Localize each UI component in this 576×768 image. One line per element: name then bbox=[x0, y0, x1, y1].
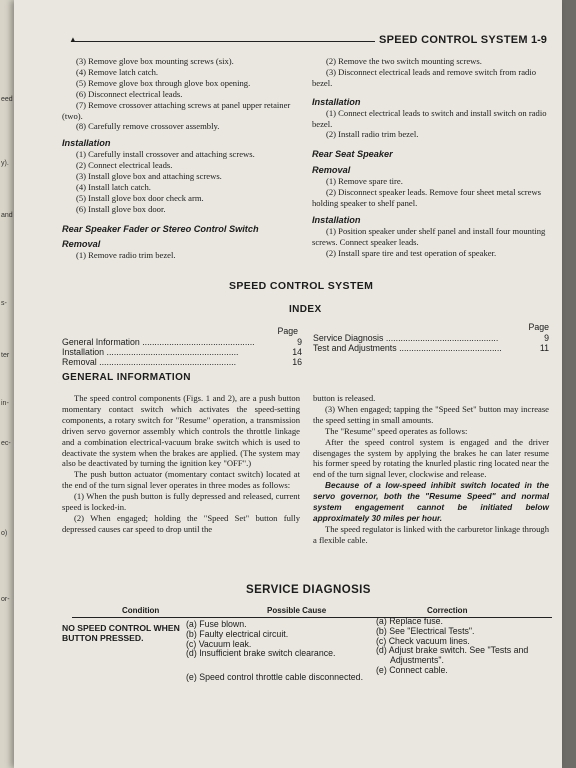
index-entry-label: General Information bbox=[62, 337, 140, 347]
cause-item: (e) Speed control throttle cable disconnected. bbox=[186, 672, 364, 683]
index-entry-page: 16 bbox=[292, 357, 302, 367]
removal-heading: Removal bbox=[312, 165, 351, 176]
list-item: (5) Remove glove box through glove box opening. bbox=[76, 77, 251, 88]
rear-seat-speaker-heading: Rear Seat Speaker bbox=[312, 149, 393, 160]
index-entry-page: 9 bbox=[297, 337, 302, 347]
index-entry-page: 9 bbox=[544, 333, 549, 343]
column-header-correction: Correction bbox=[427, 606, 468, 615]
paragraph-emphasis: Because of a low-speed inhibit switch located in the servo governor, both the "Resume Speed" and normal system engagement cannot be initiated below approximately 30 miles per hour. bbox=[313, 480, 549, 523]
cause-item: (a) Fuse blown. bbox=[186, 619, 247, 629]
index-entry[interactable] bbox=[313, 343, 549, 353]
leader-dots: ...................................................... bbox=[104, 347, 239, 357]
list-item: (4) Install latch catch. bbox=[76, 181, 151, 192]
list-item: (1) Carefully install crossover and attaching screws. bbox=[76, 149, 255, 160]
general-information-left bbox=[62, 393, 300, 535]
list-item: (2) Remove the two switch mounting screws. bbox=[326, 56, 482, 66]
general-information-heading: GENERAL INFORMATION bbox=[62, 372, 191, 383]
removal-heading: Removal bbox=[62, 238, 101, 249]
page-label: Page bbox=[528, 322, 549, 332]
cause-item: (b) Faulty electrical circuit. bbox=[186, 628, 289, 639]
index-entry[interactable] bbox=[313, 333, 549, 343]
paragraph: The "Resume" speed operates as follows: bbox=[325, 425, 468, 436]
leader-dots: .............................................. bbox=[139, 337, 255, 347]
index-entry-label: Installation bbox=[62, 347, 105, 357]
list-item: (2) Disconnect speaker leads. Remove four sheet metal screws holding speaker to shelf panel. bbox=[312, 187, 542, 208]
paragraph: button is released. bbox=[313, 393, 376, 403]
paragraph: After the speed control system is engaged and the driver disengages the system by applying the brakes he can later resume his former speed by rotating the knurled plastic ring located near the end of the turn signal lever, clockwise and release. bbox=[313, 436, 549, 480]
left-column-top bbox=[62, 56, 304, 260]
index-entry[interactable] bbox=[62, 337, 302, 347]
index-entry-page: 11 bbox=[539, 343, 549, 353]
section-title: SPEED CONTROL SYSTEM bbox=[229, 280, 374, 292]
list-item: (3) Install glove box and attaching screws. bbox=[76, 171, 222, 182]
correction-item: (a) Replace fuse. bbox=[376, 616, 443, 626]
list-item: (6) Disconnect electrical leads. bbox=[76, 88, 183, 99]
index-entry-label: Removal bbox=[62, 357, 97, 367]
correction-item: (c) Check vacuum lines. bbox=[376, 635, 470, 646]
margin-fragment: or- bbox=[1, 596, 10, 603]
margin-fragment: and bbox=[1, 212, 13, 219]
paragraph: The speed regulator is linked with the carburetor linkage through a flexible cable. bbox=[313, 523, 549, 545]
paragraph: (2) When engaged; holding the "Speed Set" button fully depressed causes car speed to drop until the bbox=[62, 512, 300, 534]
index-title: INDEX bbox=[289, 304, 322, 315]
list-item: (3) Disconnect electrical leads and remove switch from radio bezel. bbox=[312, 66, 536, 88]
leader-dots: .......................................... bbox=[396, 343, 502, 353]
column-header-cause: Possible Cause bbox=[267, 606, 327, 615]
margin-fragment: eed bbox=[1, 96, 13, 103]
rear-fader-heading: Rear Speaker Fader or Stereo Control Switch bbox=[62, 223, 259, 234]
triangle-marker-icon: ▲ bbox=[69, 35, 77, 44]
paragraph: The speed control components (Figs. 1 and 2), are a push button momentary contact switch which activates the speed-setting components, a rotary switch for "Resume" operation, a transmission driven servo governor assembly which controls the throttle linkage and a combination electrical-vacuum brake switch which is used to deactivate the system when the brakes are applied. (The system may also be deactivated by turning the ignition key "OFF".) bbox=[62, 393, 300, 469]
margin-fragment: y). bbox=[1, 160, 9, 167]
cause-item: (d) Insufficient brake switch clearance. bbox=[186, 648, 336, 659]
paragraph: The push button actuator (momentary contact switch) located at the end of the turn signal lever operates in three modes as follows: bbox=[62, 469, 300, 491]
margin-fragment: s- bbox=[1, 300, 7, 307]
list-item: (1) Position speaker under shelf panel and install four mounting screws. Connect speaker leads. bbox=[312, 225, 546, 247]
installation-heading: Installation bbox=[62, 138, 111, 149]
margin-fragment: o) bbox=[1, 530, 8, 537]
service-diagnosis-title: SERVICE DIAGNOSIS bbox=[246, 584, 371, 596]
correction-item: (e) Connect cable. bbox=[376, 664, 448, 675]
margin-fragment: ec- bbox=[1, 440, 11, 447]
leader-dots: .............................................. bbox=[383, 333, 499, 343]
list-item: (2) Install spare tire and test operation of speaker. bbox=[326, 247, 497, 258]
page-number: 1-9 bbox=[531, 34, 547, 46]
index-entry-page: 14 bbox=[292, 347, 302, 357]
cause-item: (c) Vacuum leak. bbox=[186, 638, 252, 649]
diagnosis-causes bbox=[186, 620, 378, 683]
index-entry-label: Test and Adjustments bbox=[313, 343, 397, 353]
margin-fragment: in- bbox=[1, 400, 9, 407]
page-header bbox=[69, 34, 549, 48]
header-rule bbox=[75, 41, 375, 42]
list-item: (3) Remove glove box mounting screws (six). bbox=[76, 56, 234, 66]
list-item: (1) Remove spare tire. bbox=[326, 176, 403, 187]
list-item: (5) Install glove box door check arm. bbox=[76, 192, 204, 203]
diagnosis-table-header bbox=[72, 603, 552, 618]
list-item: (2) Install radio trim bezel. bbox=[326, 129, 419, 140]
diagnosis-condition: NO SPEED CONTROL WHEN BUTTON PRESSED. bbox=[62, 623, 180, 643]
paragraph: (3) When engaged; tapping the "Speed Set" button may increase the speed setting in small amounts. bbox=[313, 403, 549, 425]
list-item: (4) Remove latch catch. bbox=[76, 66, 159, 77]
index-entry-label: Service Diagnosis bbox=[313, 333, 384, 343]
list-item: (6) Install glove box door. bbox=[76, 203, 166, 214]
manual-page bbox=[14, 0, 562, 768]
installation-heading: Installation bbox=[312, 96, 361, 107]
general-information-right bbox=[313, 393, 549, 546]
list-item: (2) Connect electrical leads. bbox=[76, 160, 173, 171]
list-item: (8) Carefully remove crossover assembly. bbox=[76, 121, 220, 132]
previous-page-edge bbox=[0, 0, 14, 768]
index-entry[interactable] bbox=[62, 347, 302, 357]
page-label: Page bbox=[277, 326, 298, 336]
column-header-condition: Condition bbox=[122, 606, 160, 615]
correction-item: (b) See "Electrical Tests". bbox=[376, 625, 475, 636]
list-item: (7) Remove crossover attaching screws at panel upper retainer (two). bbox=[62, 99, 291, 121]
header-title: SPEED CONTROL SYSTEM bbox=[379, 34, 528, 46]
index-entry[interactable] bbox=[62, 357, 302, 367]
list-item: (1) Remove radio trim bezel. bbox=[76, 249, 176, 260]
list-item: (1) Connect electrical leads to switch and install switch on radio bezel. bbox=[312, 107, 547, 129]
correction-item: (d) Adjust brake switch. See "Tests and Adjustments". bbox=[376, 645, 529, 666]
installation-heading: Installation bbox=[312, 214, 361, 225]
paragraph: (1) When the push button is fully depressed and released, current speed is locked-in. bbox=[62, 491, 300, 513]
margin-fragment: ter bbox=[1, 352, 10, 359]
right-column-top bbox=[312, 56, 548, 259]
diagnosis-corrections bbox=[376, 617, 552, 676]
leader-dots: ........................................................ bbox=[96, 357, 237, 367]
